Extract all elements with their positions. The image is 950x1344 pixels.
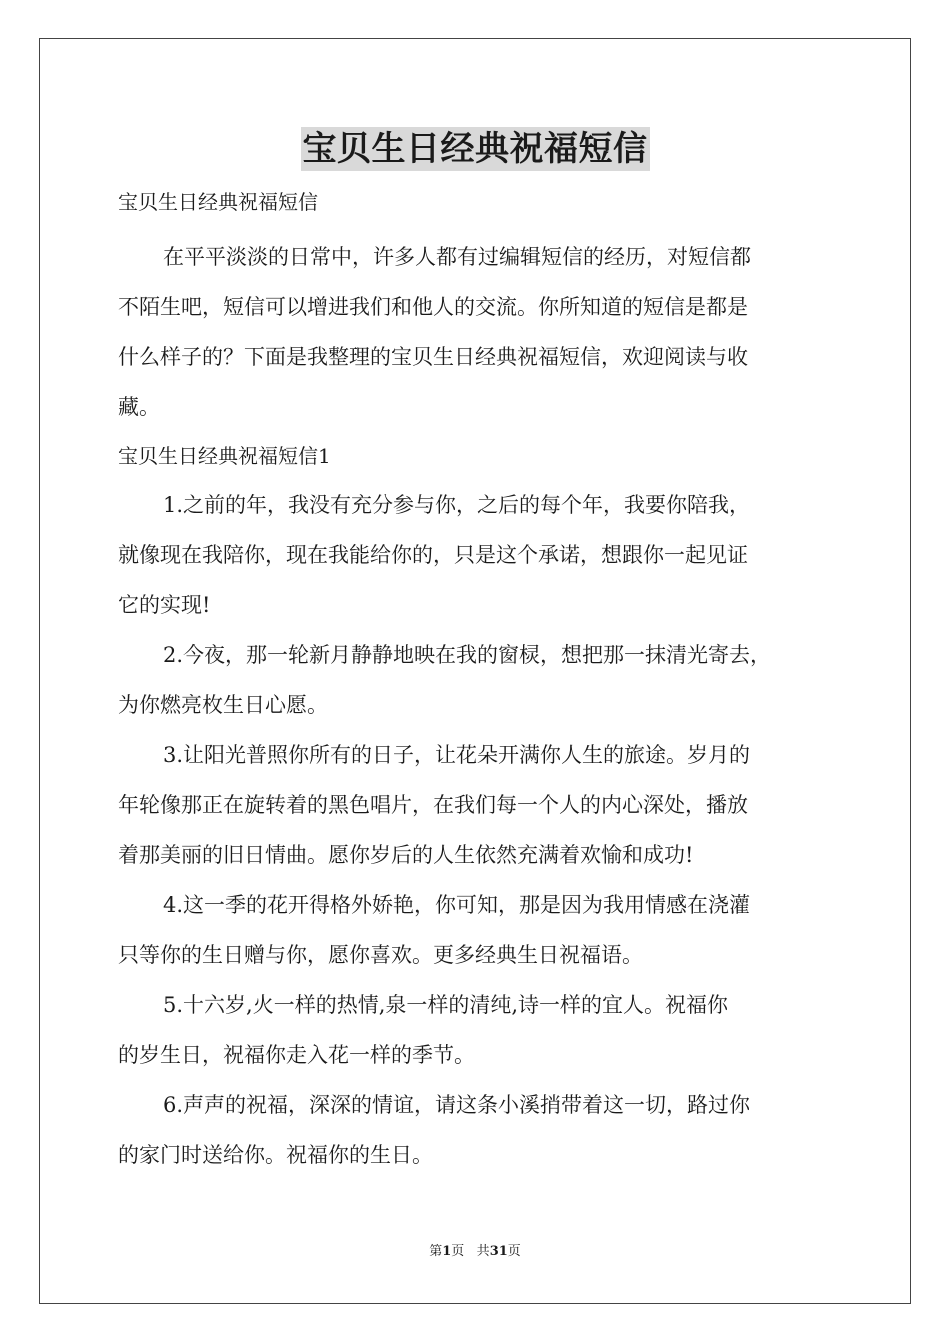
wish-line: 就像现在我陪你，现在我能给你的，只是这个承诺，想跟你一起见证 (118, 543, 748, 567)
wish-line: 年轮像那正在旋转着的黑色唱片，在我们每一个人的内心深处，播放 (118, 793, 748, 817)
intro-line: 在平平淡淡的日常中，许多人都有过编辑短信的经历，对短信都 (163, 245, 751, 269)
document-title (0, 127, 950, 171)
intro-line: 不陌生吧，短信可以增进我们和他人的交流。你所知道的短信是都是 (118, 295, 748, 319)
wish-line: 5.十六岁,火一样的热情,泉一样的清纯,诗一样的宜人。祝福你 (163, 993, 729, 1017)
wish-line: 3.让阳光普照你所有的日子，让花朵开满你人生的旅途。岁月的 (163, 743, 751, 767)
footer-prefix: 第 (429, 1244, 443, 1259)
document-body (118, 178, 838, 1180)
intro-line: 什么样子的？下面是我整理的宝贝生日经典祝福短信，欢迎阅读与收 (118, 345, 748, 369)
wish-line: 6.声声的祝福，深深的情谊，请这条小溪捎带着这一切，路过你 (163, 1093, 751, 1117)
wish-line: 它的实现! (118, 593, 211, 617)
wish-item-1 (118, 480, 838, 630)
wish-item-3 (118, 730, 838, 880)
document-title-text: 宝贝生日经典祝福短信 (302, 129, 648, 169)
wish-line: 的家门时送给你。祝福你的生日。 (118, 1143, 433, 1167)
wish-item-6 (118, 1080, 838, 1180)
wish-line: 的岁生日，祝福你走入花一样的季节。 (118, 1043, 475, 1067)
wish-line: 只等你的生日赠与你，愿你喜欢。更多经典生日祝福语。 (118, 943, 643, 967)
document-subtitle: 宝贝生日经典祝福短信 (118, 190, 318, 214)
footer-total-pages: 31 (489, 1244, 508, 1259)
footer-total-suffix: 页 (507, 1244, 521, 1259)
intro-paragraph (118, 232, 838, 432)
wish-line: 4.这一季的花开得格外娇艳，你可知，那是因为我用情感在浇灌 (163, 893, 751, 917)
footer-total-prefix: 共 (476, 1244, 490, 1259)
wish-line: 2.今夜，那一轮新月静静地映在我的窗棂，想把那一抹清光寄去， (163, 643, 772, 667)
footer-page-number: 1 (442, 1244, 452, 1259)
page-footer (0, 1243, 950, 1261)
intro-line: 藏。 (118, 395, 160, 419)
wish-line: 1.之前的年，我没有充分参与你，之后的每个年，我要你陪我， (163, 493, 751, 517)
section-heading: 宝贝生日经典祝福短信1 (118, 444, 331, 468)
wish-item-4 (118, 880, 838, 980)
footer-page-suffix: 页 (451, 1244, 465, 1259)
wish-item-2 (118, 630, 838, 730)
wish-item-5 (118, 980, 838, 1080)
wish-line: 着那美丽的旧日情曲。愿你岁后的人生依然充满着欢愉和成功! (118, 843, 694, 867)
wish-line: 为你燃亮枚生日心愿。 (118, 693, 328, 717)
